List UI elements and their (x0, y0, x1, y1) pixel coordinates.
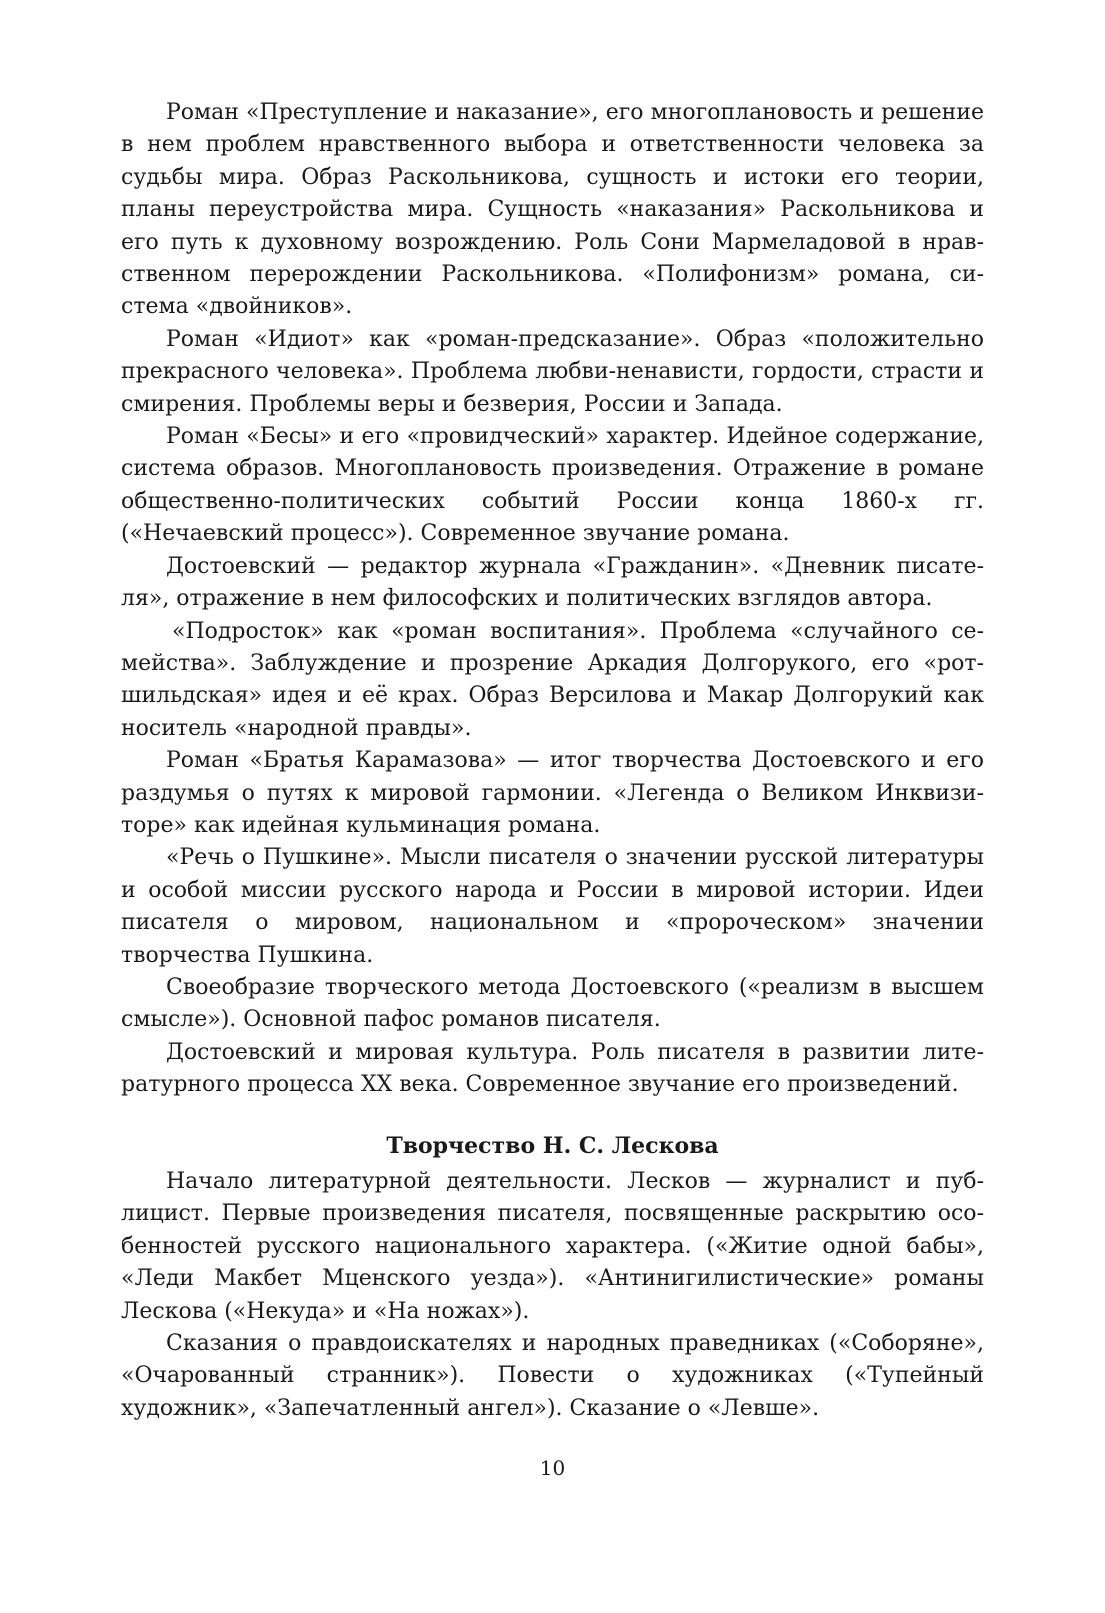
page-body (121, 97, 984, 1425)
paragraph-crime-and-punishment: Роман «Преступление и наказание», его многоплановость и решение в нем проблем нравственного выбора и ответственности человека за судьбы мира. Образ Раскольникова, сущность и истоки его теории, планы переустройства мира. Сущность «наказания» Раскольникова и его путь к духовному возрождению. Роль Сони Мармеладовой в нравственном перерождении Раскольникова. «Полифонизм» романа, система «двойников». (121, 100, 984, 320)
page-number: 10 (539, 1456, 566, 1480)
paragraph-leskov-tales: Сказания о правдоискателях и народных праведниках («Соборяне», «Очарованный странник»). Повести о художниках («Тупейный художник», «Запечатленный ангел»). Сказание о «Левше». (121, 1331, 984, 1421)
paragraph-world-culture: Достоевский и мировая культура. Роль писателя в развитии литературного процесса XX века. Современное звучание его произведений. (121, 1039, 984, 1098)
paragraph-idiot: Роман «Идиот» как «роман-предсказание». Образ «положительно прекрасного человека». Проблема любви-ненависти, гордости, страсти и смирения. Проблемы веры и безверия, России и Запада. (121, 326, 984, 417)
paragraph-pushkin-speech: «Речь о Пушкине». Мысли писателя о значении русской литературы и особой миссии русского народа и России в мировой истории. Идеи писателя о мировом, национальном и «пророческом» значении творчества Пушкина. (121, 845, 984, 968)
paragraph-adolescent: «Подросток» как «роман воспитания». Проблема «случайного семейства». Заблуждение и прозрение Аркадия Долгорукого, его «ротшильдская» идея и её крах. Образ Версилова и Макар Долгорукий как носитель «народной правды». (121, 618, 984, 741)
paragraph-grazhdanin: Достоевский — редактор журнала «Гражданин». «Дневник писателя», отражение в нем философских и политических взглядов автора. (121, 553, 984, 612)
paragraph-leskov-beginning: Начало литературной деятельности. Лесков — журналист и публицист. Первые произведения писателя, посвященные раскрытию особенностей русского национального характера. («Житие одной бабы», «Леди Макбет Мценского уезда»). «Антинигилистические» романы Лескова («Некуда» и «На ножах»). (121, 1169, 984, 1324)
paragraph-karamazov: Роман «Братья Карамазова» — итог творчества Достоевского и его раздумья о путях к мировой гармонии. «Легенда о Великом Инквизиторе» как идейная кульминация романа. (121, 748, 984, 838)
section-heading: Творчество Н. С. Лескова (386, 1132, 719, 1159)
paragraph-creative-method: Своеобразие творческого метода Достоевского («реализм в высшем смысле»). Основной пафос романов писателя. (121, 974, 984, 1033)
paragraph-demons: Роман «Бесы» и его «провидческий» характер. Идейное содержание, система образов. Многоплановость произведения. Отражение в романе общественно-политических событий России конца 1860-х гг. («Нечаевский процесс»). Современное звучание романа. (121, 424, 984, 547)
